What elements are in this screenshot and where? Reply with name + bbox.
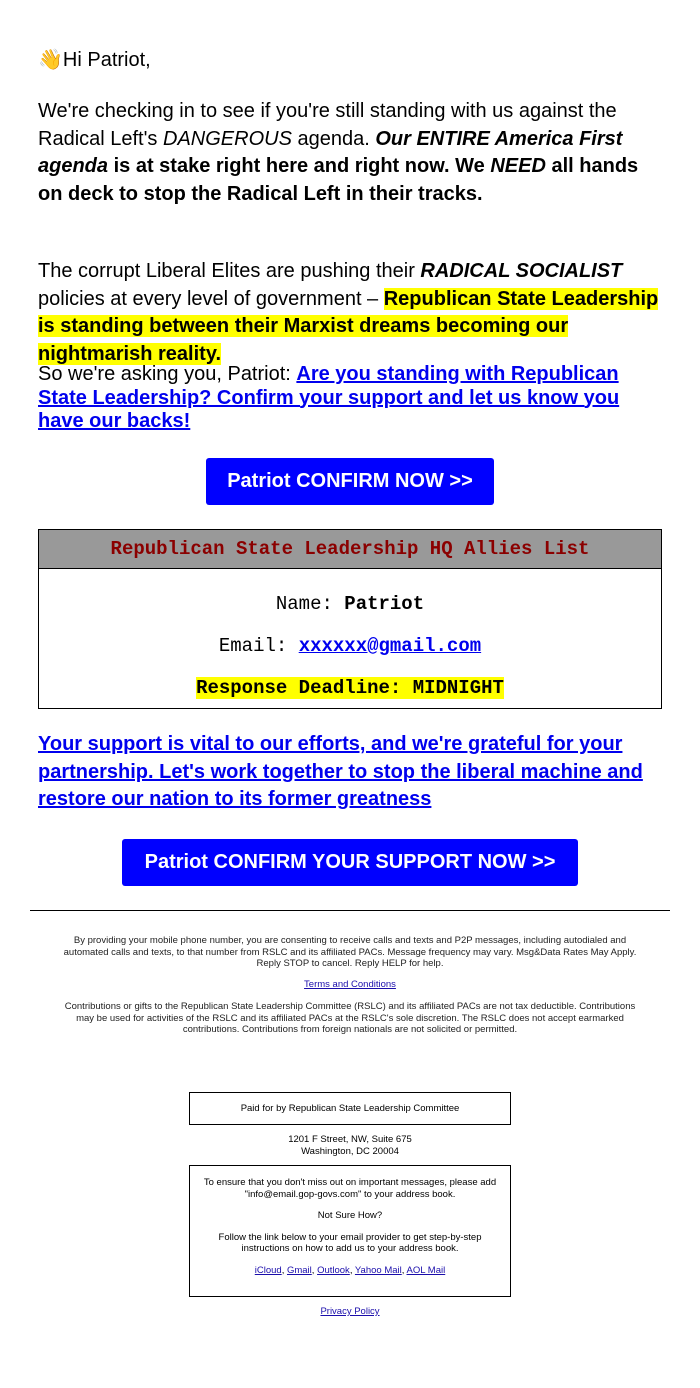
email-row: Email: xxxxxx@gmail.com [218, 635, 482, 657]
aol-link[interactable]: AOL Mail [406, 1264, 446, 1276]
confirm-support-link[interactable]: Are you standing with Republican State Leadership? Confirm your support and let us know you have our backs! [38, 363, 620, 432]
icloud-link[interactable]: iCloud [254, 1264, 282, 1276]
paid-for-box: Paid for by Republican State Leadership Committee [189, 1092, 511, 1125]
paragraph-2: The corrupt Liberal Elites are pushing their RADICAL SOCIALIST policies at every level of government – Republican State Leadership is standing between their Marxist dreams becoming our nightmarish reality. [38, 260, 659, 365]
address: 1201 F Street, NW, Suite 675 Washington, DC 20004 [288, 1134, 412, 1157]
support-paragraph [38, 731, 666, 814]
greeting: 👋Hi Patriot, [38, 49, 151, 71]
confirm-support-button[interactable]: Patriot CONFIRM YOUR SUPPORT NOW >> [122, 839, 578, 886]
allies-list-title: Republican State Leadership HQ Allies List [39, 530, 661, 569]
confirm-now-button[interactable]: Patriot CONFIRM NOW >> [206, 458, 494, 505]
paragraph-3: So we're asking you, Patriot: Are you standing with Republican State Leadership? Confirm your support and let us know you have our backs! [38, 363, 620, 432]
divider [30, 910, 670, 911]
deadline-row: Response Deadline: MIDNIGHT [196, 677, 504, 699]
yahoo-link[interactable]: Yahoo Mail [354, 1264, 402, 1276]
support-link[interactable]: Your support is vital to our efforts, and we're grateful for your partnership. Let's work together to stop the liberal machine and restore our nation to its former greatness [38, 733, 643, 810]
waving-hand-icon: 👋 [38, 49, 63, 71]
outlook-link[interactable]: Outlook [317, 1264, 350, 1276]
address-book-box: To ensure that you don't miss out on important messages, please add "info@email.gop-govs.com" to your address book. Not Sure How? Follow the link below to your email provider to get step-by-step instructions on how to add us to your address book. iCloud, Gmail, Outlook, Yahoo Mail, AOL Mail [189, 1165, 511, 1297]
provider-links: iCloud, Gmail, Outlook, Yahoo Mail, AOL Mail [254, 1264, 446, 1276]
gmail-link[interactable]: Gmail [286, 1264, 312, 1276]
allies-list-box [38, 529, 662, 709]
terms-link[interactable]: Terms and Conditions [304, 979, 396, 990]
privacy-policy-link[interactable]: Privacy Policy [320, 1306, 380, 1317]
paragraph-1: We're checking in to see if you're still standing with us against the Radical Left's DANGEROUS agenda. Our ENTIRE America First agenda is at stake right here and right now. We NEED all hands on deck to stop the Radical Left in their tracks. [38, 100, 639, 205]
consent-text: By providing your mobile phone number, you are consenting to receive calls and texts and P2P messages, including autodialed and automated calls and texts, to that number from RSLC and its affiliated PACs. Message frequency may vary. Msg&Data Rates May Apply. Reply STOP to cancel. Reply HELP for help. [63, 935, 637, 969]
contributions-text: Contributions or gifts to the Republican State Leadership Committee (RSLC) and its affiliated PACs are not tax deductible. Contributions may be used for activities of the RSLC and its affiliated PACs at the RSLC's sole discretion. The RSLC does not accept earmarked contributions. Contributions from foreign nationals are not solicited or permitted. [64, 1001, 636, 1035]
email-link[interactable]: xxxxxx@gmail.com [298, 635, 482, 657]
name-row: Name: Patriot [275, 593, 425, 615]
